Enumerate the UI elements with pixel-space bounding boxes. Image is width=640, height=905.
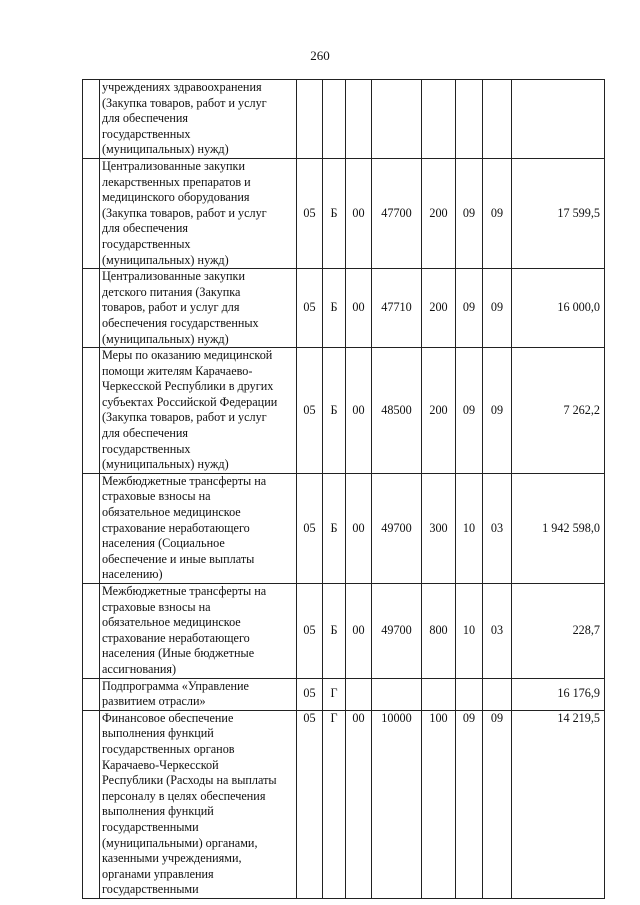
section-code-cell: 05 — [297, 584, 323, 679]
amount-cell: 17 599,5 — [512, 158, 605, 268]
row-marker-cell — [83, 348, 100, 474]
row-marker-cell — [83, 678, 100, 710]
description-cell: учреждениях здравоохранения (Закупка товаров, работ и услуг для обеспечения государственных (муниципальных) нужд) — [100, 80, 297, 159]
description-cell: Централизованные закупки детского питания (Закупка товаров, работ и услуг для обеспечения государственных (муниципальных) нужд) — [100, 269, 297, 348]
program-code-cell: Г — [323, 678, 346, 710]
expense-type-cell: 800 — [422, 584, 456, 679]
section-cell — [456, 678, 483, 710]
subprogram-code-cell: 00 — [346, 710, 372, 898]
program-code-cell: Б — [323, 473, 346, 583]
section-cell: 09 — [456, 269, 483, 348]
section-code-cell: 05 — [297, 269, 323, 348]
row-marker-cell — [83, 158, 100, 268]
table-row — [83, 348, 605, 474]
table-row — [83, 678, 605, 710]
direction-code-cell — [372, 678, 422, 710]
description-cell: Подпрограмма «Управление развитием отрасли» — [100, 678, 297, 710]
section-cell: 10 — [456, 473, 483, 583]
expense-type-cell: 200 — [422, 348, 456, 474]
section-cell: 09 — [456, 158, 483, 268]
section-code-cell: 05 — [297, 678, 323, 710]
amount-cell: 16 000,0 — [512, 269, 605, 348]
subprogram-code-cell: 00 — [346, 473, 372, 583]
page-number: 260 — [310, 48, 330, 63]
amount-cell — [512, 80, 605, 159]
direction-code-cell: 10000 — [372, 710, 422, 898]
direction-code-cell — [372, 80, 422, 159]
amount-cell: 228,7 — [512, 584, 605, 679]
subprogram-code-cell — [346, 678, 372, 710]
direction-code-cell: 47710 — [372, 269, 422, 348]
expense-type-cell — [422, 678, 456, 710]
expense-type-cell: 200 — [422, 158, 456, 268]
subsection-cell: 09 — [483, 710, 512, 898]
expense-type-cell — [422, 80, 456, 159]
subsection-cell: 09 — [483, 158, 512, 268]
subsection-cell: 03 — [483, 584, 512, 679]
subsection-cell: 09 — [483, 348, 512, 474]
expense-type-cell: 100 — [422, 710, 456, 898]
section-code-cell: 05 — [297, 158, 323, 268]
expense-type-cell: 300 — [422, 473, 456, 583]
subprogram-code-cell — [346, 80, 372, 159]
subprogram-code-cell: 00 — [346, 158, 372, 268]
description-cell: Межбюджетные трансферты на страховые взносы на обязательное медицинское страхование неработающего населения (Социальное обеспечение и иные выплаты населению) — [100, 473, 297, 583]
direction-code-cell: 47700 — [372, 158, 422, 268]
expense-type-cell: 200 — [422, 269, 456, 348]
table-row — [83, 710, 605, 898]
row-marker-cell — [83, 473, 100, 583]
subsection-cell: 03 — [483, 473, 512, 583]
section-cell: 10 — [456, 584, 483, 679]
section-code-cell — [297, 80, 323, 159]
table-row — [83, 158, 605, 268]
description-cell: Меры по оказанию медицинской помощи жителям Карачаево- Черкесской Республики в других субъектах Российской Федерации (Закупка товаров, работ и услуг для обеспечения государственных (муниципальных) нужд) — [100, 348, 297, 474]
row-marker-cell — [83, 269, 100, 348]
subprogram-code-cell: 00 — [346, 348, 372, 474]
program-code-cell: Б — [323, 269, 346, 348]
table-row — [83, 473, 605, 583]
table-row — [83, 269, 605, 348]
amount-cell: 1 942 598,0 — [512, 473, 605, 583]
subsection-cell — [483, 80, 512, 159]
amount-cell: 14 219,5 — [512, 710, 605, 898]
program-code-cell: Б — [323, 158, 346, 268]
description-cell: Финансовое обеспечение выполнения функций государственных органов Карачаево-Черкесской Республики (Расходы на выплаты персоналу в целях обеспечения выполнения функций государственными (муниципальными) органами, казенными учреждениями, органами управления государственными — [100, 710, 297, 898]
budget-table — [82, 79, 605, 899]
description-cell: Межбюджетные трансферты на страховые взносы на обязательное медицинское страхование неработающего населения (Иные бюджетные ассигнования) — [100, 584, 297, 679]
section-cell — [456, 80, 483, 159]
description-cell: Централизованные закупки лекарственных препаратов и медицинского оборудования (Закупка товаров, работ и услуг для обеспечения государственных (муниципальных) нужд) — [100, 158, 297, 268]
program-code-cell — [323, 80, 346, 159]
subprogram-code-cell: 00 — [346, 584, 372, 679]
program-code-cell: Б — [323, 348, 346, 474]
table-row — [83, 80, 605, 159]
table-body — [83, 80, 605, 899]
table-row — [83, 584, 605, 679]
direction-code-cell: 49700 — [372, 473, 422, 583]
row-marker-cell — [83, 80, 100, 159]
amount-cell: 7 262,2 — [512, 348, 605, 474]
program-code-cell: Б — [323, 584, 346, 679]
section-cell: 09 — [456, 710, 483, 898]
direction-code-cell: 48500 — [372, 348, 422, 474]
subsection-cell — [483, 678, 512, 710]
direction-code-cell: 49700 — [372, 584, 422, 679]
section-code-cell: 05 — [297, 710, 323, 898]
section-code-cell: 05 — [297, 348, 323, 474]
section-cell: 09 — [456, 348, 483, 474]
subprogram-code-cell: 00 — [346, 269, 372, 348]
program-code-cell: Г — [323, 710, 346, 898]
row-marker-cell — [83, 584, 100, 679]
row-marker-cell — [83, 710, 100, 898]
amount-cell: 16 176,9 — [512, 678, 605, 710]
subsection-cell: 09 — [483, 269, 512, 348]
section-code-cell: 05 — [297, 473, 323, 583]
